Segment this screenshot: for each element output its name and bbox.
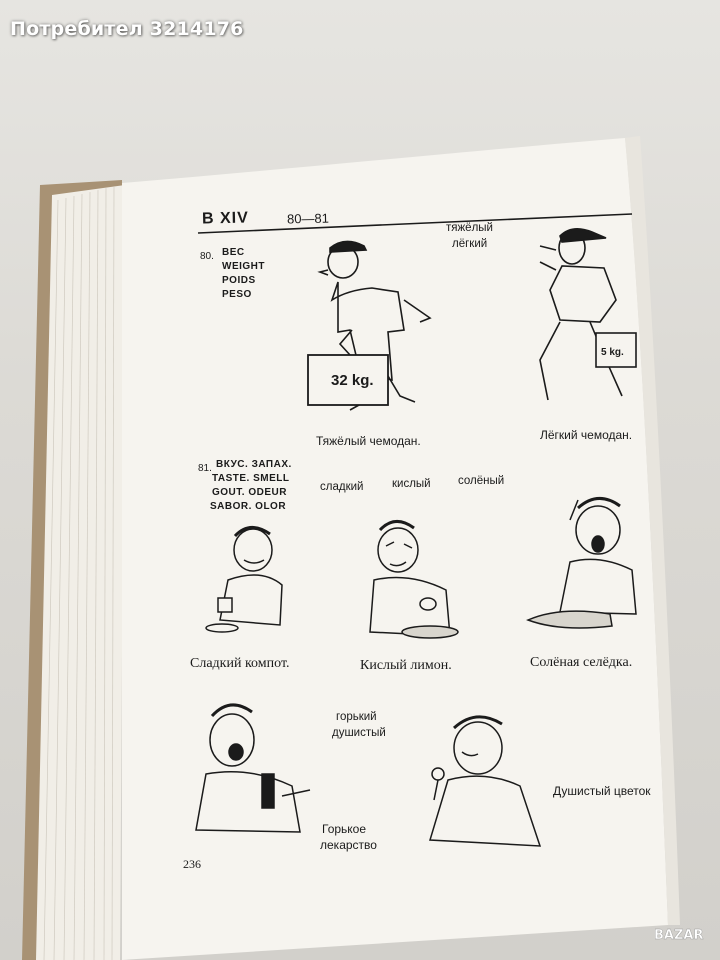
svg-text:BAZAR: BAZAR bbox=[654, 928, 704, 943]
section-80-number: 80. bbox=[200, 251, 214, 262]
bazar-logo bbox=[652, 924, 708, 944]
section-range: 80—81 bbox=[286, 210, 330, 227]
caption-light-suitcase: Лёгкий чемодан. bbox=[540, 428, 633, 442]
heavy-suitcase-label: 32 kg. bbox=[331, 372, 374, 389]
word-fragrant: душистый bbox=[332, 727, 386, 739]
caption-bitter-line-1: Горькое bbox=[322, 822, 367, 836]
light-suitcase-label: 5 kg. bbox=[601, 347, 624, 358]
word-light: лёгкий bbox=[452, 238, 488, 250]
section-81-heading-2: TASTE. SMELL bbox=[212, 473, 290, 484]
section-80-heading-2: WEIGHT bbox=[222, 261, 265, 272]
section-81-heading-3: GOUT. ODEUR bbox=[212, 487, 287, 498]
caption-fragrant: Душистый цветок bbox=[553, 784, 651, 798]
word-sour: кислый bbox=[392, 478, 431, 490]
section-81-heading-1: ВКУС. ЗАПАХ. bbox=[216, 459, 292, 470]
word-bitter: горький bbox=[336, 711, 377, 723]
chapter-code: B XIV bbox=[201, 209, 249, 228]
section-80-heading-3: POIDS bbox=[222, 275, 256, 286]
caption-sweet: Сладкий компот. bbox=[190, 656, 290, 671]
word-heavy: тяжёлый bbox=[446, 222, 493, 234]
section-81-heading-4: SABOR. OLOR bbox=[210, 501, 287, 512]
word-salty: солёный bbox=[458, 475, 505, 487]
word-sweet: сладкий bbox=[320, 481, 364, 493]
section-80-heading-1: ВЕС bbox=[222, 247, 245, 258]
caption-heavy-suitcase: Тяжёлый чемодан. bbox=[316, 434, 421, 448]
caption-salty: Солёная селёдка. bbox=[530, 655, 633, 670]
section-81-number: 81. bbox=[198, 463, 212, 474]
caption-sour: Кислый лимон. bbox=[360, 658, 452, 673]
caption-bitter-line-2: лекарство bbox=[320, 838, 377, 852]
section-80-heading-4: PESO bbox=[222, 289, 252, 300]
user-watermark: Потребител 3214176 bbox=[10, 18, 244, 40]
page-number: 236 bbox=[183, 857, 201, 871]
